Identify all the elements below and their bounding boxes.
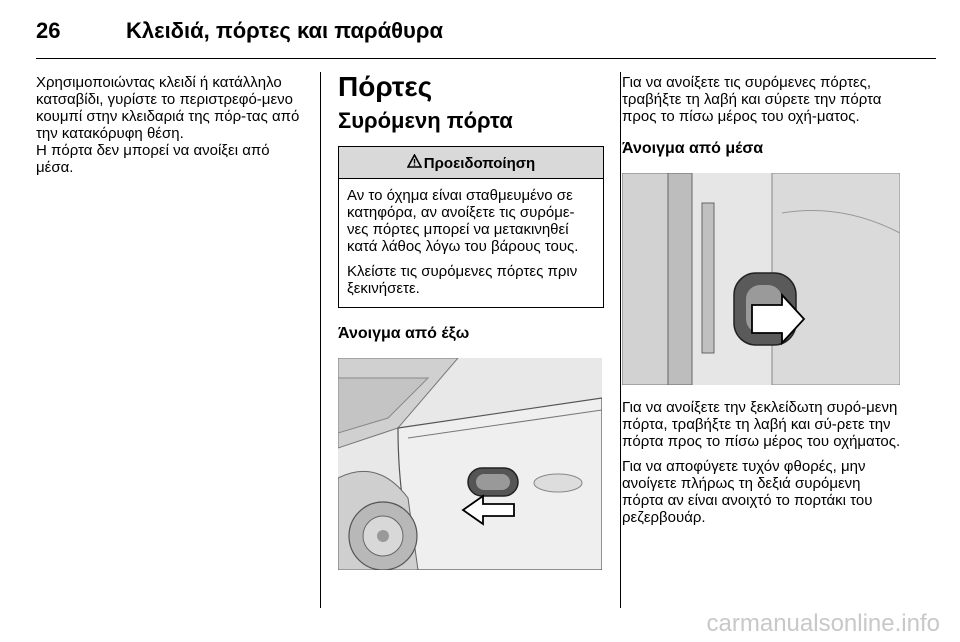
paragraph: Για να ανοίξετε τις συρόμενες πόρτες, τραβήξτε τη λαβή και σύρετε την πόρτα προς το πίσω μέρος του οχή-ματος. — [622, 74, 882, 125]
section-heading: Πόρτες — [338, 71, 433, 102]
column-divider-2 — [620, 72, 621, 608]
column-2 — [338, 72, 604, 584]
warning-box — [338, 146, 604, 308]
paragraph: Η πόρτα δεν μπορεί να ανοίξει από μέσα. — [36, 142, 270, 176]
warning-triangle-icon — [407, 154, 422, 168]
paragraph: Για να αποφύγετε τυχόν φθορές, μην ανοίγετε πλήρως τη δεξιά συρόμενη πόρτα αν είναι ανοιχτό το πορτάκι του ρεζερβουάρ. — [622, 458, 873, 526]
paragraph: Χρησιμοποιώντας κλειδί ή κατάλληλο κατσαβίδι, γυρίστε το περιστρεφό-μενο κουμπί στην κλειδαριά της πόρ-τας από την κατακόρυφη θέση. — [36, 74, 300, 142]
subsection-heading: Συρόμενη πόρτα — [338, 108, 513, 133]
inside-opening-heading: Άνοιγμα από μέσα — [622, 140, 764, 157]
page-title: Κλειδιά, πόρτες και παράθυρα — [126, 18, 443, 43]
warning-paragraph: Αν το όχημα είναι σταθμευμένο σε κατηφόρα, αν ανοίξετε τις συρόμε-νες πόρτες μπορεί να μετακινηθεί κατά λάθος λόγω του βάρους τους. — [347, 187, 579, 255]
column-3 — [622, 74, 906, 534]
warning-paragraph: Κλείστε τις συρόμενες πόρτες πριν ξεκινήσετε. — [347, 263, 578, 297]
interior-door-handle-illustration — [622, 173, 900, 385]
warning-title: Προειδοποίηση — [423, 155, 536, 172]
paragraph: Για να ανοίξετε την ξεκλείδωτη συρό-μενη πόρτα, τραβήξτε τη λαβή και σύ-ρετε την πόρτα προς το πίσω μέρος του οχήματος. — [622, 399, 901, 450]
page-header — [36, 18, 443, 48]
warning-header — [339, 147, 603, 179]
warning-body — [339, 179, 603, 307]
header-rule — [36, 58, 936, 59]
page-number: 26 — [36, 18, 61, 43]
column-divider-1 — [320, 72, 321, 608]
outside-opening-heading: Άνοιγμα από έξω — [338, 325, 470, 342]
column-1 — [36, 74, 308, 184]
exterior-door-handle-illustration — [338, 358, 602, 570]
watermark: carmanualsonline.info — [706, 610, 940, 637]
